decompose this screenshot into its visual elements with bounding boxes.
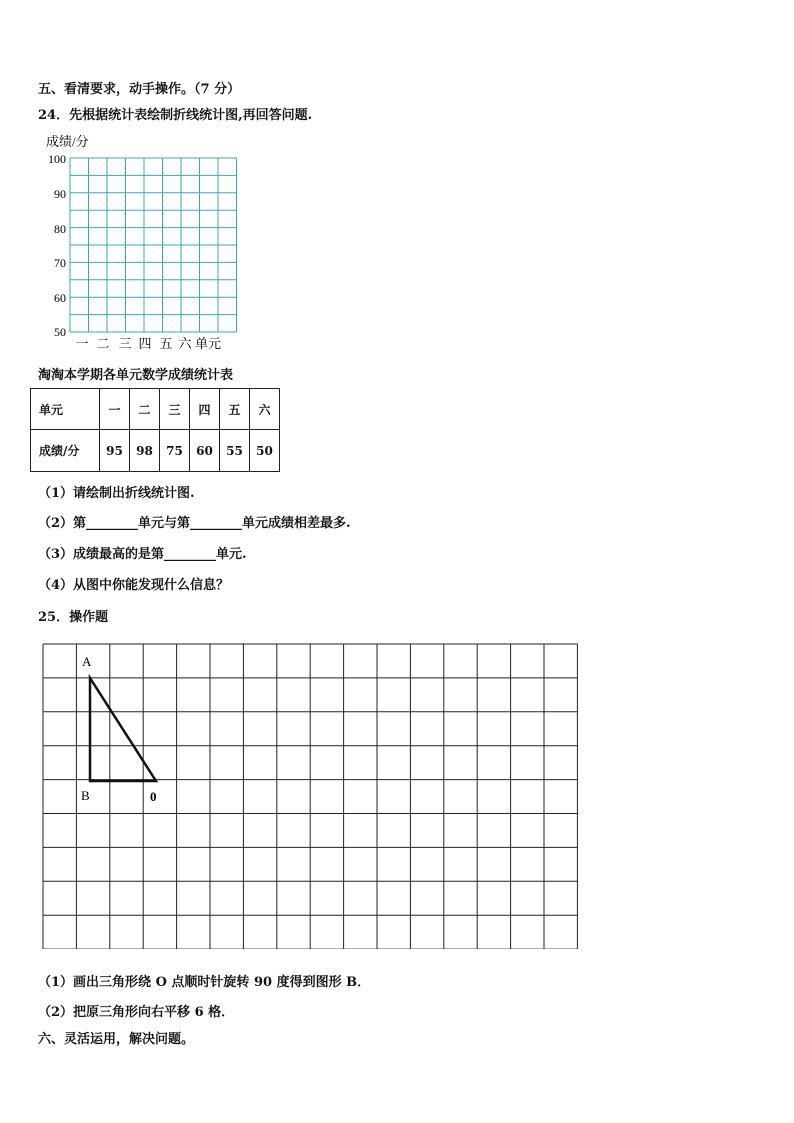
x-tick: 四 [138,336,152,351]
x-tick: 六 [178,336,192,351]
point-a-label: A [82,654,92,669]
question-24-4: （4）从图中你能发现什么信息？ [38,578,230,593]
score-cell: 75 [160,430,190,472]
table-title: 淘淘本学期各单元数学成绩统计表 [38,368,234,383]
y-tick: 90 [54,187,66,201]
x-tick: 二 [96,336,110,351]
unit-cell: 二 [130,389,160,430]
question-24-3: （3）成绩最高的是第________单元. [38,547,247,562]
y-tick: 100 [48,152,66,166]
score-cell: 50 [250,430,280,472]
score-cell: 55 [220,430,250,472]
question-25-2: （2）把原三角形向右平移 6 格． [38,1005,235,1020]
unit-cell: 六 [250,389,280,430]
question-24-2: （2）第________单元与第________单元成绩相差最多. [38,516,351,531]
blank-line-chart [40,134,240,352]
grid-lines [43,644,577,949]
x-tick: 一 [75,336,89,351]
chart-y-ticks [48,152,66,339]
point-b-label: B [81,788,90,803]
section-title: 六、灵活运用，解决问题。 [38,1032,195,1047]
table-row [31,430,280,472]
y-tick: 70 [54,256,66,270]
chart-grid [70,158,237,332]
point-o-label: 0 [150,789,157,804]
score-cell: 95 [100,430,130,472]
unit-cell: 五 [220,389,250,430]
chart-y-label: 成绩/分 [46,134,89,149]
question-25-1: （1）画出三角形绕 O 点顺时针旋转 90 度得到图形 B． [38,975,371,990]
x-axis-label: 单元 [194,336,222,351]
y-tick: 50 [54,325,66,339]
x-tick: 五 [159,336,173,351]
triangle-shape [90,678,156,781]
unit-cell: 一 [100,389,130,430]
score-cell: 98 [130,430,160,472]
score-cell: 60 [190,430,220,472]
score-table [30,388,280,472]
y-tick: 80 [54,222,66,236]
row-header: 成绩/分 [31,430,100,472]
table-row [31,389,280,430]
unit-cell: 四 [190,389,220,430]
question-24-prompt: 24．先根据统计表绘制折线统计图,再回答问题. [38,108,313,123]
x-tick: 三 [118,336,132,351]
question-25-prompt: 25．操作题 [38,610,109,625]
square-grid [42,643,578,949]
question-24-1: （1）请绘制出折线统计图. [38,486,195,501]
unit-cell: 三 [160,389,190,430]
chart-x-ticks [75,336,221,351]
row-header: 单元 [31,389,100,430]
y-tick: 60 [54,291,66,305]
section-title: 五、看清要求，动手操作。（7 分） [38,82,241,97]
